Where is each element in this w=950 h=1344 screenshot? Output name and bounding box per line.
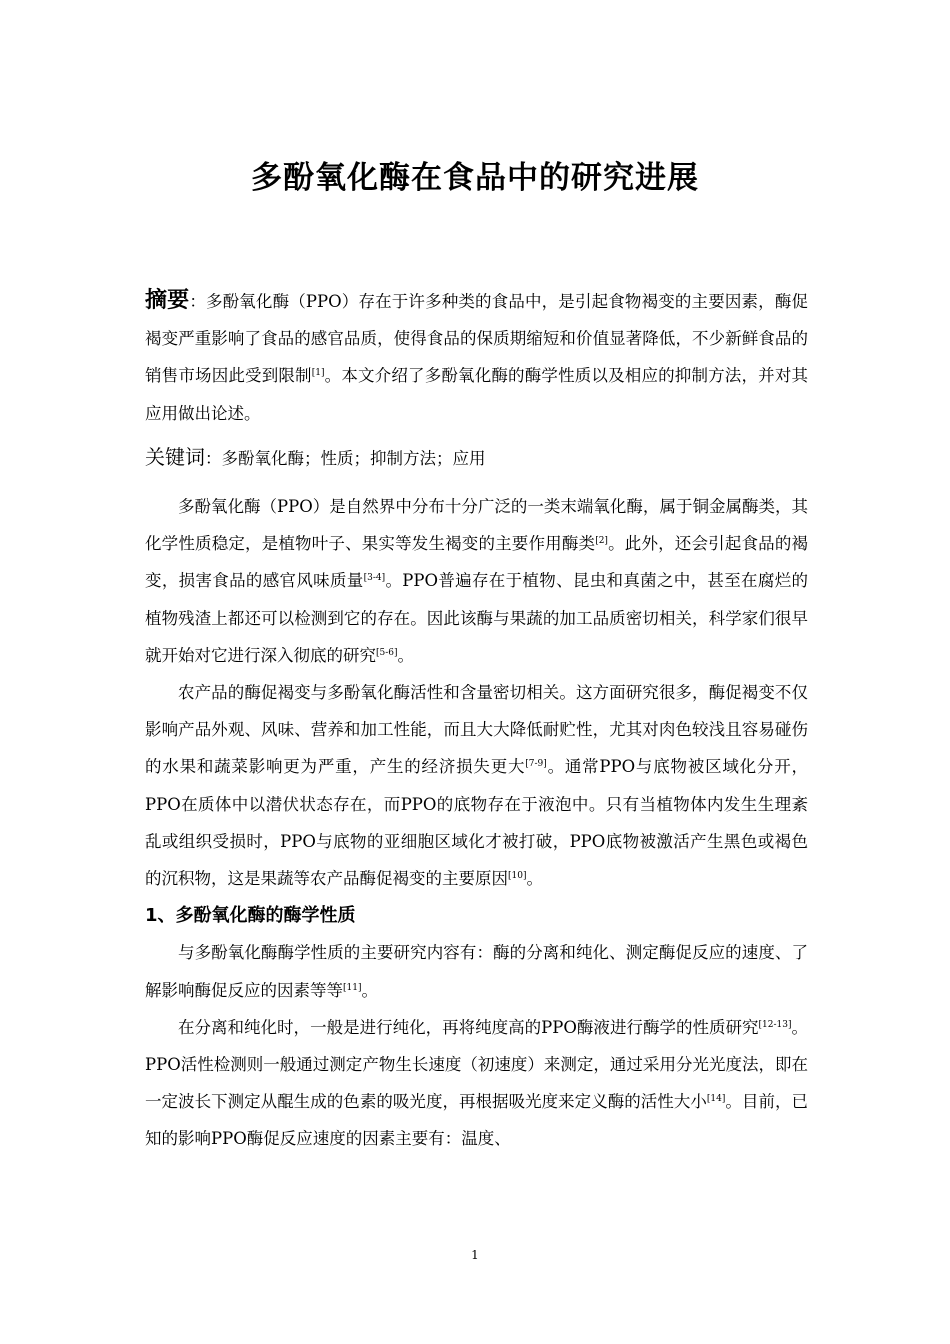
- paragraph-text: 。PPO活性检测则一般通过测定产物生长速度（初速度）来测定，通过采用分光光度法，即在一定波长下测定从醌生成的色素的吸光度，再根据吸光度来定义酶的活性大小: [145, 1017, 809, 1112]
- paragraph-text: 。: [361, 980, 378, 1000]
- paragraph-text: 。: [526, 869, 543, 889]
- body-paragraph: [145, 1009, 808, 1158]
- citation: [7-9]: [525, 759, 547, 770]
- paragraph-text: 。通常PPO与底物被区域化分开，PPO在质体中以潜伏状态存在，而PPO的底物存在于液泡中。只有当植物体内发生生理紊乱或组织受损时，PPO与底物的亚细胞区域化才被打破，PPO底物被激活产生黑色或褐色的沉积物，这是果蔬等农产品酶促褐变的主要原因: [145, 757, 808, 889]
- paragraph-text: 。目前，已知的影响PPO酶促反应速度的因素主要有：温度、: [145, 1092, 809, 1149]
- abstract-text: 多酚氧化酶（PPO）存在于许多种类的食品中，是引起食物褐变的主要因素，酶促褐变严重影响了食品的感官品质，使得食品的保质期缩短和价值显著降低，不少新鲜食品的销售市场因此受到限制: [145, 292, 808, 386]
- body-paragraph: [145, 488, 808, 674]
- citation: [12-13]: [758, 1019, 792, 1030]
- abstract-text: 。本文介绍了多酚氧化酶的酶学性质以及相应的抑制方法，并对其应用做出论述。: [145, 366, 809, 423]
- body-paragraph: [145, 934, 808, 1008]
- keywords-separator: ：: [205, 448, 222, 468]
- document-title: 多酚氧化酶在食品中的研究进展: [251, 160, 699, 196]
- document-body: [145, 282, 808, 1158]
- paragraph-text: 。此外，还会引起食品的褐变，损害食品的感官风味质量: [145, 534, 809, 591]
- citation: [1]: [311, 368, 325, 379]
- citation: [10]: [508, 871, 527, 882]
- keywords-text: 多酚氧化酶；性质；抑制方法；应用: [221, 448, 486, 468]
- paragraph-text: 。PPO普遍存在于植物、昆虫和真菌之中，甚至在腐烂的植物残渣上都还可以检测到它的存在。因此该酶与果蔬的加工品质密切相关，科学家们很早就开始对它进行深入彻底的研究: [145, 571, 809, 665]
- keywords-paragraph: [145, 439, 808, 477]
- citation: [5-6]: [376, 647, 398, 658]
- abstract-paragraph: [145, 282, 808, 432]
- paragraph-text: 与多酚氧化酶酶学性质的主要研究内容有：酶的分离和纯化、测定酶促反应的速度、了解影响酶促反应的因素等等: [145, 943, 808, 1000]
- citation: [11]: [343, 982, 362, 993]
- citation: [2]: [595, 536, 608, 547]
- keywords-label: 关键词: [145, 444, 205, 469]
- citation: [14]: [706, 1094, 726, 1105]
- abstract-separator: ：: [189, 292, 206, 311]
- body-paragraph: [145, 674, 808, 897]
- paragraph-text: 在分离和纯化时，一般是进行纯化，再将纯度高的PPO酶液进行酶学的性质研究: [178, 1017, 759, 1037]
- section-heading: 1、多酚氧化酶的酶学性质: [145, 905, 356, 927]
- paragraph-text: 农产品的酶促褐变与多酚氧化酶活性和含量密切相关。这方面研究很多，酶促褐变不仅影响产品外观、风味、营养和加工性能，而且大大降低耐贮性，尤其对肉色较浅且容易碰伤的水果和蔬菜影响更为严重，产生的经济损失更大: [145, 683, 808, 777]
- citation: [3-4]: [363, 573, 386, 584]
- paragraph-text: 。: [397, 645, 415, 665]
- abstract-label: 摘要: [145, 288, 190, 313]
- paragraph-text: 多酚氧化酶（PPO）是自然界中分布十分广泛的一类末端氧化酶，属于铜金属酶类，其化学性质稳定，是植物叶子、果实等发生褐变的主要作用酶类: [145, 497, 808, 554]
- page-number: 1: [471, 1248, 479, 1262]
